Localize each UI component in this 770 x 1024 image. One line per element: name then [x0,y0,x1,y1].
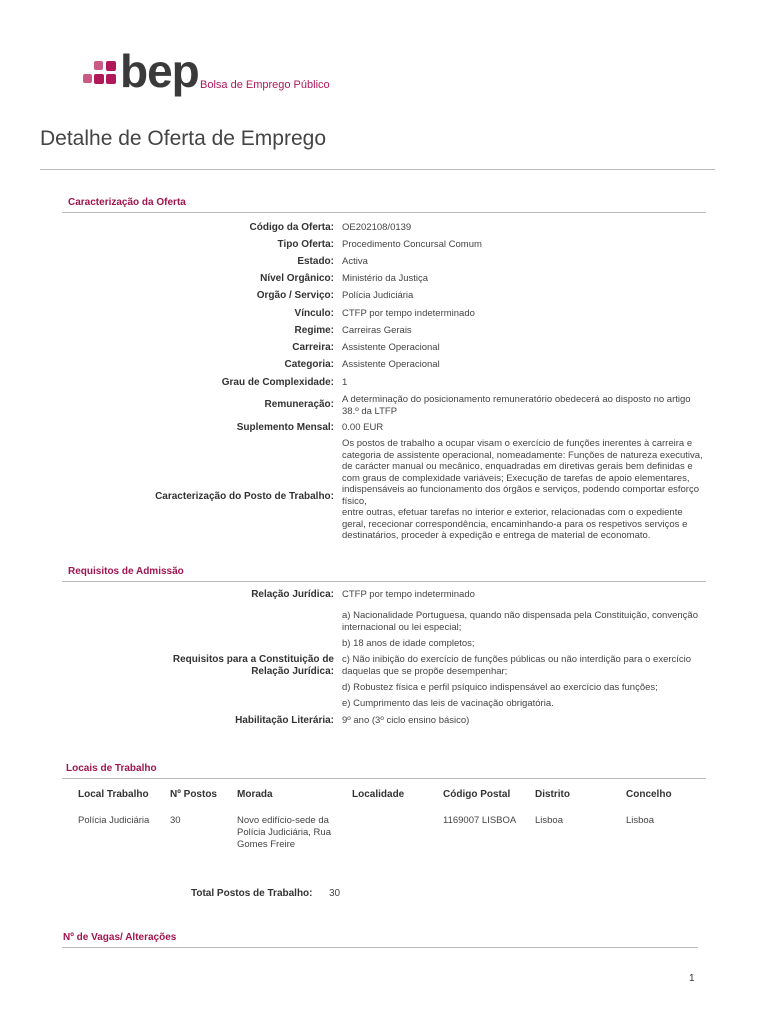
table-cell: Lisboa [626,815,654,826]
field-label: Tipo Oferta: [277,239,334,250]
table-header: Localidade [352,789,405,800]
table-header: Distrito [535,789,570,800]
logo-subtitle: Bolsa de Emprego Público [200,79,330,91]
logo-square-icon [106,74,116,84]
field-label: Regime: [294,325,334,336]
total-postos-label: Total Postos de Trabalho: [191,888,313,899]
field-label: Categoria: [284,359,334,370]
requisito-item: d) Robustez física e perfil psíquico indispensável ao exercício das funções; [342,682,658,693]
field-value: Assistente Operacional [342,359,440,370]
field-label: Estado: [297,256,334,267]
table-header: Código Postal [443,789,511,800]
field-value: Activa [342,256,368,267]
field-value: A determinação do posicionamento remuneratório obedecerá ao disposto no artigo 38.º da LTFP [342,394,691,417]
table-cell: 30 [170,815,181,826]
field-label: Código da Oferta: [249,222,334,233]
table-header: Concelho [626,789,672,800]
page-number: 1 [689,973,695,984]
field-value: 0.00 EUR [342,422,384,433]
table-cell: 1169007 LISBOA [443,815,517,826]
logo-square-icon [106,61,116,71]
requisitos-constituicao-label: Requisitos para a Constituição de Relação Jurídica: [172,654,334,677]
field-value: 1 [342,377,348,388]
field-label: Vínculo: [294,308,334,319]
table-cell: Polícia Judiciária [78,815,150,826]
field-label: Nível Orgânico: [260,273,334,284]
requisito-item: e) Cumprimento das leis de vacinação obrigatória. [342,698,554,709]
logo-square-icon [83,74,92,83]
divider [62,778,706,779]
requisito-item: c) Não inibição do exercício de funções públicas ou não interdição para o exercício daquelas que se propõe desempenhar; [342,654,692,677]
field-value: Assistente Operacional [342,342,440,353]
table-header: Morada [237,789,273,800]
relacao-juridica-label: Relação Jurídica: [251,589,334,600]
requisito-item: b) 18 anos de idade completos; [342,638,475,649]
field-label: Orgão / Serviço: [256,290,334,301]
table-header: Local Trabalho [78,789,149,800]
field-value: Os postos de trabalho a ocupar visam o exercício de funções inerentes à carreira e categoria de assistente operacional, nomeadamente: Funções de natureza executiva, de carácter manual ou mecânico, enquadradas em diretivas gerais bem definidas e com graus de complexidade variáveis; Execução de tarefas de apoio elementares, indispensáveis ao funcionamento dos órgãos e serviços, podendo comportar esforço físico, entre outras, efetuar tarefas no interior e exterior, relacionadas com o expediente geral, rececionar correspondência, encaminhando-a para os respetivos serviços e destinatários, proceder à expedição e entrega de material de economato. [342,438,703,541]
field-value: Carreiras Gerais [342,325,412,336]
field-label: Suplemento Mensal: [236,422,334,433]
table-cell: Novo edifício-sede da Polícia Judiciária, Rua Gomes Freire [237,815,331,850]
habilitacao-value: 9º ano (3º ciclo ensino básico) [342,715,470,726]
field-value: Procedimento Concursal Comum [342,239,482,250]
field-value: CTFP por tempo indeterminado [342,308,475,319]
table-cell: Lisboa [535,815,563,826]
requisito-item: a) Nacionalidade Portuguesa, quando não dispensada pela Constituição, convenção internacional ou lei especial; [342,610,698,633]
table-header: Nº Postos [170,789,217,800]
relacao-juridica-value: CTFP por tempo indeterminado [342,589,475,600]
logo-square-icon [94,74,104,84]
page-title: Detalhe de Oferta de Emprego [40,127,327,150]
field-label: Grau de Complexidade: [221,377,334,388]
divider [62,581,706,582]
logo-text: bep [120,45,199,97]
field-value: Ministério da Justiça [342,273,429,284]
section-title-caracterizacao: Caracterização da Oferta [68,197,186,208]
section-title-vagas: Nº de Vagas/ Alterações [63,932,177,943]
logo-square-icon [94,61,103,70]
field-label: Remuneração: [264,399,334,410]
section-title-locais: Locais de Trabalho [66,763,157,774]
divider [62,947,698,948]
field-value: OE202108/0139 [342,222,412,233]
field-label: Caracterização do Posto de Trabalho: [155,491,334,502]
divider [62,212,706,213]
field-label: Carreira: [292,342,334,353]
field-value: Polícia Judiciária [342,290,414,301]
divider [40,169,715,170]
section-title-requisitos: Requisitos de Admissão [68,566,184,577]
total-postos-value: 30 [329,888,341,899]
habilitacao-label: Habilitação Literária: [235,715,334,726]
